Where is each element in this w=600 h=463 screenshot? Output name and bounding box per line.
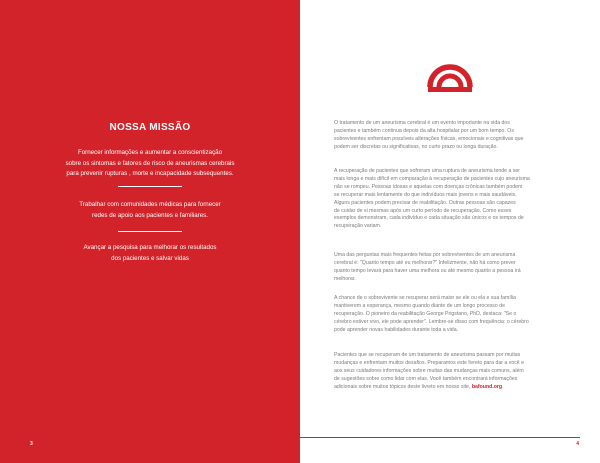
text-line: de cuidar de si mesmas após um curto período de recuperação. Como esses [334,207,512,214]
mission-line: Fornecer informações e aumentar a conscientização [77,149,223,156]
text-line: não se rompeu. Pessoas idosas e aquelas com doenças crônicas também podem [334,183,523,190]
text-line: cerebral é: "Quanto tempo até eu melhorar?" Infelizmente, não há como prever [334,259,516,266]
mission-item-3 [40,243,260,264]
text-line: A recuperação de pacientes que sofreram uma ruptura de aneurisma tende a ser [334,168,520,174]
body-paragraph-2 [334,168,579,231]
mission-line: dos pacientes e salvar vidas [111,254,189,262]
foundation-logo-icon [420,55,480,97]
mission-line: Trabalhar com comunidades médicas para fornecer [79,201,221,208]
mission-line: redes de apoio aos pacientes e familiares. [92,211,208,219]
text-line: O tratamento de um aneurisma cerebral é um evento importante na vida dos [334,120,510,126]
mission-item-2 [40,200,260,221]
body-paragraph-5 [334,352,579,392]
page-number-left: 3 [30,441,33,447]
mission-line: para prevenir rupturas , morte e incapacidade subsequentes. [66,170,234,177]
text-line: adicionais sobre muitos tópicos deste livreto em nosso site, [334,383,471,390]
text-line: sobreviventes enfrentam possíveis alterações físicas, emocionais e cognitivas que [334,135,524,142]
body-paragraph-1 [334,120,579,152]
text-line: exemplos demonstram, cada indivíduo e cada situação são únicos e os tempos de [334,215,524,222]
text-line: Uma das perguntas mais frequentes feitas por sobreviventes de um aneurisma [334,252,516,258]
mission-line: Avançar a pesquisa para melhorar os resultados [83,244,217,251]
text-line: mantiverem a esperança, mesmo quando diante de um longo processo de [334,302,506,309]
text-line: aos seus cuidadores informações sobre muitas das mudanças mais comuns, além [334,367,524,374]
text-line: se recuperar mais lentamente do que indivíduos mais jovens e mais saudáveis. [334,191,517,198]
mission-divider [118,231,182,232]
text-line: Pacientes que se recuperam de um tratamento de aneurisma passam por muitas [334,352,521,358]
text-line: de sugestões sobre como lidar com elas. Você também encontrará informações [334,375,518,382]
text-line: pode aprender novas habilidades durante toda a vida. [334,326,459,333]
website-link[interactable]: bafound.org [471,383,503,390]
mission-title: NOSSA MISSÃO [109,122,191,133]
text-line: podem ser discretas ou significativas, no curto prazo ou longa duração. [334,143,498,150]
text-line: pacientes e também continua depois da alta hospitalar por um bom tempo. Os [334,127,514,134]
page-number-right: 4 [576,441,579,447]
text-line: mais longa e mais difícil em comparação à recuperação de pacientes cujo aneurisma [334,175,530,182]
mission-divider [118,186,182,187]
mission-item-1 [40,148,260,180]
mission-line: sobre os sintomas e fatores de risco de aneurismas cerebrais [65,159,235,167]
text-line: melhorar. [334,275,356,282]
text-line: mudanças e enfrentam muitos desafios. Preparamos este livreto para dar a você e [334,359,525,366]
footer-rule [300,437,580,438]
text-line: quanto tempo levará para haver uma melhora ou até mesmo quanto a pessoa irá [334,267,521,274]
text-line [334,384,579,392]
body-paragraph-4 [334,295,579,335]
text-line: recuperação variam. [334,223,382,230]
text-line: A chance de o sobrevivente se recuperar será maior se ele ou ela e sua família [334,295,516,301]
body-paragraph-3 [334,252,579,284]
text-line: recuperação. O pioneiro da reabilitação George Prigstano, PhD, destaca: "Se o [334,310,517,317]
text-line: Alguns pacientes podem precisar de reabilitação. Outras pessoas são capazes [334,199,516,206]
link-suffix: . [502,383,504,390]
text-line: cérebro estiver vivo, ele pode aprender". Lembre-se disso com frequência: o cérebro [334,318,529,325]
